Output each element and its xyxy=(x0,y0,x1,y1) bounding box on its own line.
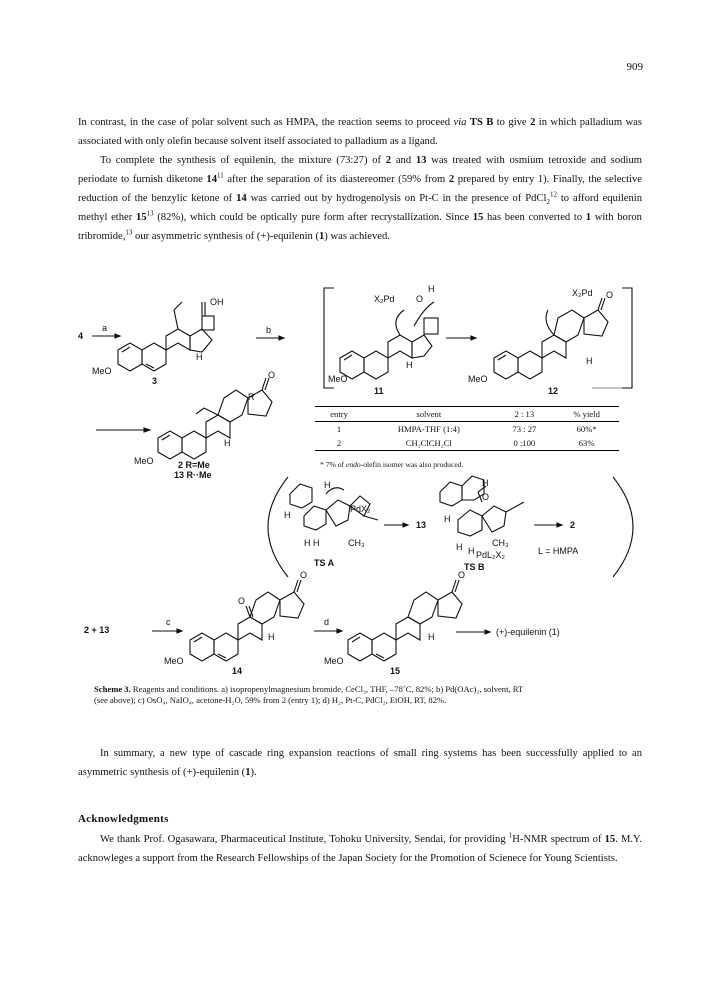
bracket-11-12 xyxy=(324,288,632,388)
label-meo-3: MeO xyxy=(92,366,112,376)
table-header-entry: entry xyxy=(330,409,348,419)
label-ch3-tsb: CH₃ xyxy=(492,538,509,548)
label-meo-15: MeO xyxy=(324,656,344,666)
label-x2pd-12: X₂Pd xyxy=(572,288,593,298)
label-h-pdl: H xyxy=(468,546,475,556)
label-reagent-d: d xyxy=(324,617,330,627)
label-equilenin: (+)-equilenin (1) xyxy=(496,627,560,637)
table-footnote: * 7% of endo-olefin isomer was also produced. xyxy=(320,460,464,469)
label-ts-a: TS A xyxy=(314,558,335,568)
arrow-tsa-13-head xyxy=(403,523,408,527)
label-meo-11: MeO xyxy=(328,374,348,384)
label-compound-4: 4 xyxy=(78,331,84,341)
label-compound-15: 15 xyxy=(390,666,401,676)
label-r: R xyxy=(248,392,255,402)
page-number: 909 xyxy=(626,61,643,73)
label-reagent-b: b xyxy=(266,325,272,335)
arrow-to-2-13-head xyxy=(144,428,150,432)
arrow-d-head xyxy=(337,629,342,633)
label-h-tsa: H xyxy=(324,480,331,490)
label-h-14: H xyxy=(268,632,275,642)
paragraph-intro: In contrast, in the case of polar solvent such as HMPA, the reaction seems to proceed via TS B to give 2 in which palladium was associated with only olefin because solvent itself associated to palladium as a ligand. To complete the synthesis of equilenin, the mixture (73:27) of 2 and 13 was treated with osmium tetroxide and sodium periodate to furnish diketone $14^{11}$ after the separation of its diastereomer (59% from 2 prepared by entry 1). Finally, the selective reduction of the benzylic ketone of 14 was carried out by hydrogenolysis on Pt-C in the presence of PdCl$_2^{12}$ to afford equilenin methyl ether $15^{13}$ (82%), which could be optically pure form after recrystallization. Since 15 has been converted to 1 with boron tribromide,$^{13}$ our asymmetric synthesis of (+)-equilenin (1) was achieved. xyxy=(78,117,643,242)
label-compound-12: 12 xyxy=(548,386,559,396)
paren-right xyxy=(613,477,633,577)
scheme-caption: Scheme 3. Reagents and conditions. a) isopropenylmagnesium bromide, CeCl₃, THF, –78˚C, 82%; b) Pd(OAc)₂, solvent, RT (see above); c) OsO₄, NaIO₄, acetone-H₂O, 59% from 2 (entry 1); d) H₂, Pt-C, PdCl₂, EtOH, RT, 82%. xyxy=(94,684,524,705)
label-meo-2: MeO xyxy=(134,456,154,466)
label-h-12: H xyxy=(586,356,593,366)
paragraph-acknowledgments: We thank Prof. Ogasawara, Pharmaceutical Institute, Tohoku University, Sendai, for providing $^1$H-NMR spectrum of 15. M.Y. acknowleges a support from the Research Fellowships of the Japan Society for the Promotion of Scienece for Young Scientists. xyxy=(78,831,642,864)
table-header-yield: % yield xyxy=(573,409,600,419)
label-h-11: H xyxy=(406,360,413,370)
label-h-2: H xyxy=(224,438,231,448)
arrow-a-head xyxy=(115,334,120,338)
scheme-drawing xyxy=(78,280,642,680)
label-o-tsb: O xyxy=(482,492,490,502)
label-compound-2-r: 2 R=Me xyxy=(178,460,210,470)
label-compound-2: 2 xyxy=(570,520,576,530)
label-compound-14: 14 xyxy=(232,666,243,676)
label-reagent-c: c xyxy=(166,617,171,627)
label-meo-14: MeO xyxy=(164,656,184,666)
table-header-row xyxy=(315,407,619,422)
label-h-tsb-2: H xyxy=(444,514,451,524)
table-row: 1 HMPA-THF (1:4) 73 : 27 60%* xyxy=(336,424,597,434)
label-h-tsa-2: H xyxy=(284,510,291,520)
arrow-tsb-2-head xyxy=(557,523,562,527)
label-reagent-a: a xyxy=(102,323,108,333)
structure-15 xyxy=(348,580,462,661)
scheme-3 xyxy=(78,280,642,680)
label-o-15: O xyxy=(458,570,466,580)
table-row: 2 CH₂ClCH₂Cl 0 :100 63% xyxy=(315,436,619,451)
label-hh-tsa: H H xyxy=(304,538,320,548)
label-ch3-tsa: CH₃ xyxy=(348,538,365,548)
label-o-12: O xyxy=(606,290,614,300)
label-h-tsb: H xyxy=(482,478,489,488)
label-pdx2: PdX₂ xyxy=(350,504,371,514)
structure-14 xyxy=(190,580,304,661)
label-o-14b: O xyxy=(300,570,308,580)
label-hh-tsb: H xyxy=(456,542,463,552)
table-header-solvent: solvent xyxy=(416,409,442,419)
acknowledgments-heading: Acknowledgments xyxy=(78,813,169,825)
paren-left xyxy=(268,477,288,577)
label-h-15: H xyxy=(428,632,435,642)
label-compound-11: 11 xyxy=(374,386,384,396)
label-compound-13-r: 13 R··Me xyxy=(174,470,212,480)
label-ts-b: TS B xyxy=(464,562,485,572)
structure-2-13 xyxy=(158,378,272,459)
label-o-11: O xyxy=(416,294,424,304)
label-h-3: H xyxy=(196,352,203,362)
solvent-table xyxy=(315,406,619,451)
arrow-11-12-head xyxy=(471,336,476,340)
label-compound-3: 3 xyxy=(152,376,158,386)
label-l-hmpa: L = HMPA xyxy=(538,546,579,556)
structure-12 xyxy=(494,298,608,379)
label-x2pd-11: X₂Pd xyxy=(374,294,395,304)
label-h-11-top: H xyxy=(428,284,435,294)
label-meo-12: MeO xyxy=(468,374,488,384)
label-2-plus-13: 2 + 13 xyxy=(84,625,110,635)
structure-11 xyxy=(340,302,438,379)
arrow-c-head xyxy=(177,629,182,633)
label-o-2: O xyxy=(268,370,276,380)
label-oh: OH xyxy=(210,297,224,307)
label-compound-13: 13 xyxy=(416,520,427,530)
arrow-equilenin-head xyxy=(485,630,490,634)
table-header-ratio: 2 : 13 xyxy=(514,409,535,419)
label-pdl2x2: PdL₂X₂ xyxy=(476,550,506,560)
paragraph-summary: In summary, a new type of cascade ring expansion reactions of small ring systems has been successfully applied to an asymmetric synthesis of (+)-equilenin (1). xyxy=(78,748,642,778)
arrow-b-head xyxy=(279,336,284,340)
label-o-14a: O xyxy=(238,596,246,606)
